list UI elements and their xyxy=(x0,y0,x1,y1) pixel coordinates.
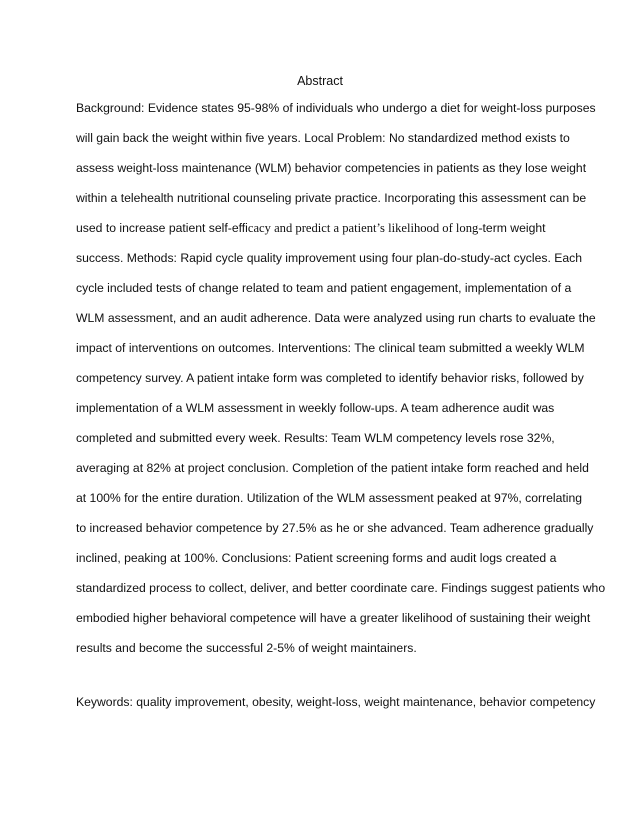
abstract-line-6: success. Methods: Rapid cycle quality improvement using four plan-do-study-act cycles. Each xyxy=(76,251,583,265)
abstract-line-12: completed and submitted every week. Results: Team WLM competency levels rose 32%, xyxy=(76,431,555,445)
abstract-line-7: cycle included tests of change related to team and patient engagement, implementation of a xyxy=(76,281,572,295)
keywords-line: Keywords: quality improvement, obesity, weight-loss, weight maintenance, behavior competency xyxy=(76,695,596,709)
abstract-line-18: embodied higher behavioral competence will have a greater likelihood of sustaining their weight xyxy=(76,611,591,625)
abstract-line-16: inclined, peaking at 100%. Conclusions: Patient screening forms and audit logs created a xyxy=(76,551,557,565)
abstract-line-2: will gain back the weight within five years. Local Problem: No standardized method exists to xyxy=(76,131,570,145)
abstract-line-5 xyxy=(76,220,546,236)
abstract-line-1: Background: Evidence states 95-98% of individuals who undergo a diet for weight-loss purposes xyxy=(76,101,596,115)
abstract-line-17: standardized process to collect, deliver, and better coordinate care. Findings suggest patients who xyxy=(76,581,606,595)
abstract-line-5-part-b: cacy and predict a patient’s likelihood of long- xyxy=(247,221,483,235)
abstract-line-14: at 100% for the entire duration. Utilization of the WLM assessment peaked at 97%, correlating xyxy=(76,491,583,505)
abstract-line-3: assess weight-loss maintenance (WLM) behavior competencies in patients as they lose weight xyxy=(76,161,587,175)
abstract-line-9: impact of interventions on outcomes. Interventions: The clinical team submitted a weekly WLM xyxy=(76,341,585,355)
abstract-title: Abstract xyxy=(297,74,343,88)
abstract-line-4: within a telehealth nutritional counseling private practice. Incorporating this assessment can be xyxy=(76,191,587,205)
abstract-line-8: WLM assessment, and an audit adherence. Data were analyzed using run charts to evaluate the xyxy=(76,311,596,325)
abstract-line-10: competency survey. A patient intake form was completed to identify behavior risks, followed by xyxy=(76,371,584,385)
abstract-line-5-part-a: used to increase patient self-effi xyxy=(76,221,248,235)
abstract-line-19: results and become the successful 2-5% of weight maintainers. xyxy=(76,641,417,655)
abstract-line-11: implementation of a WLM assessment in weekly follow-ups. A team adherence audit was xyxy=(76,401,555,415)
abstract-line-15: to increased behavior competence by 27.5% as he or she advanced. Team adherence gradually xyxy=(76,521,594,535)
abstract-line-13: averaging at 82% at project conclusion. Completion of the patient intake form reached and held xyxy=(76,461,589,475)
abstract-line-5-part-c: term weight xyxy=(482,221,546,235)
